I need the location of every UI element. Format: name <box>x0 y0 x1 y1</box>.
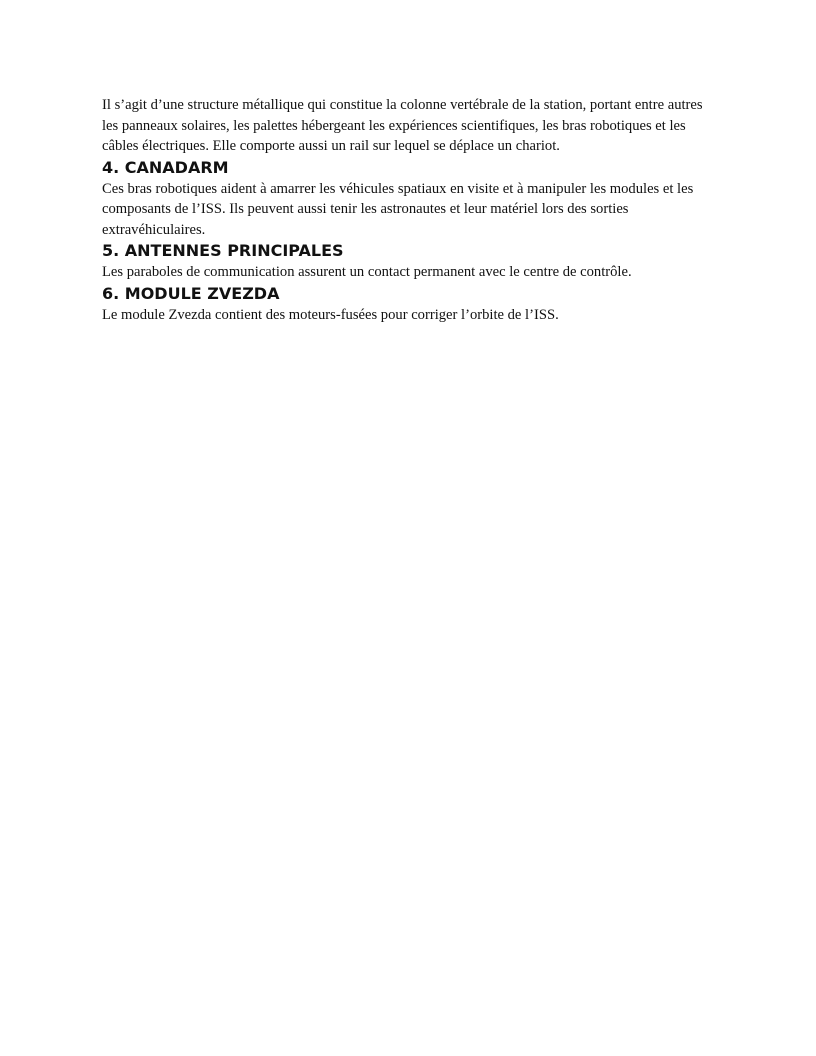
section-heading-antennes: 5. ANTENNES PRINCIPALES <box>102 241 344 260</box>
section-heading-canadarm: 4. CANADARM <box>102 157 229 177</box>
section-module-zvezda <box>102 283 714 326</box>
section-heading-zvezda: 6. MODULE ZVEZDA <box>102 283 280 303</box>
section-text-canadarm: Ces bras robotiques aident à amarrer les véhicules spatiaux en visite et à manipuler les modules et les composants de l’ISS. Ils peuvent aussi tenir les astronautes et leur matériel lors des sorties extravéhiculaires. <box>102 180 694 238</box>
section-antennes-principales <box>102 240 714 283</box>
section-text-antennes: Les paraboles de communication assurent un contact permanent avec le centre de contrôle. <box>102 264 632 280</box>
section-canadarm <box>102 157 714 241</box>
page-content <box>102 95 714 325</box>
intro-paragraph: Il s’agit d’une structure métallique qui constitue la colonne vertébrale de la station, portant entre autres les panneaux solaires, les palettes hébergeant les expériences scientifiques, les bras robotiques et les câbles électriques. Elle comporte aussi un rail sur lequel se déplace un chariot. <box>102 97 703 154</box>
section-text-zvezda: Le module Zvezda contient des moteurs-fusées pour corriger l’orbite de l’ISS. <box>102 306 559 323</box>
